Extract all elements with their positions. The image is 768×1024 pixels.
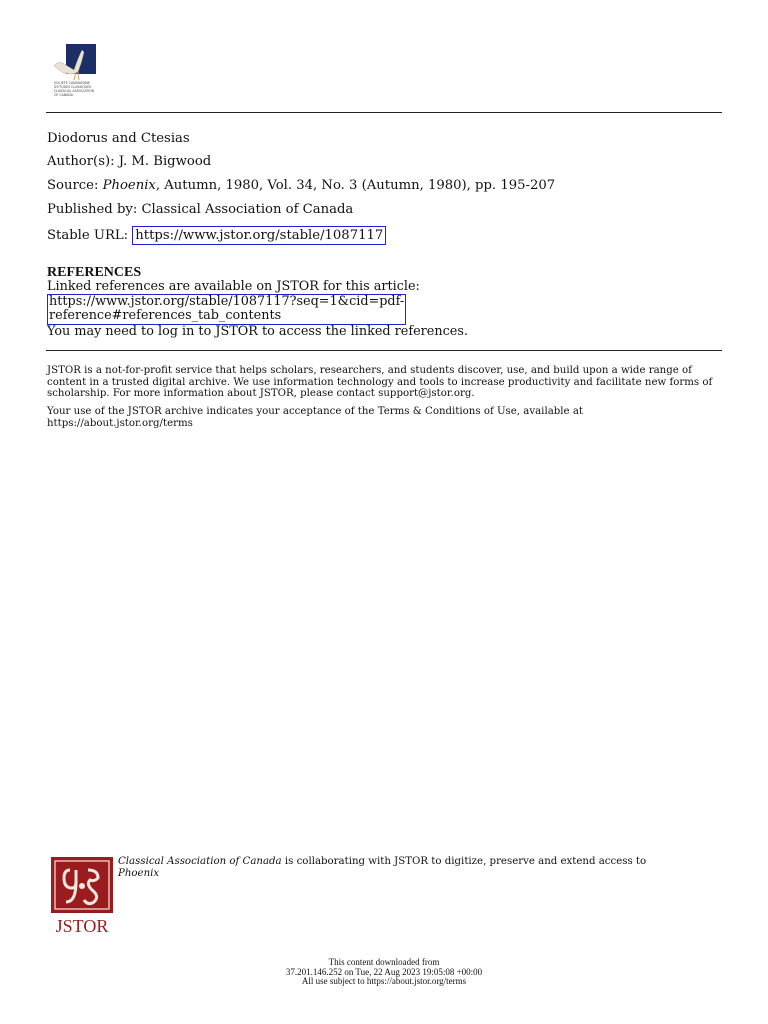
logo-caption-4: OF CANADA [54, 93, 73, 97]
references-link-line-1: https://www.jstor.org/stable/1087117?seq=1&cid=pdf- [49, 294, 405, 310]
jstor-logo [50, 856, 114, 936]
footer-line-2: 37.201.146.252 on Tue, 22 Aug 2023 19:05:08 +00:00 [285, 966, 483, 977]
article-source [47, 177, 555, 195]
logo-caption-2: D'ETUDES CLASSIQUES [54, 85, 92, 89]
references-intro: Linked references are available on JSTOR for this article: [47, 279, 420, 294]
source-journal: Phoenix [102, 178, 156, 193]
article-title: Diodorus and Ctesias [47, 131, 190, 146]
jstor-wordmark: JSTOR [55, 916, 109, 936]
logo-caption-1: SOCIETE CANADIENNE [54, 81, 90, 85]
collab-text: is collaborating with JSTOR to digitize, preserve and extend access to [281, 856, 647, 867]
association-logo [48, 42, 126, 102]
terms-notice: Your use of the JSTOR archive indicates your acceptance of the Terms & Conditions of Use, available at https://about.jstor.org/terms [47, 406, 583, 429]
article-publisher: Published by: Classical Association of Canada [47, 202, 354, 217]
stable-url-label: Stable URL: [47, 228, 133, 243]
footer-line-3: All use subject to https://about.jstor.org/terms [301, 976, 467, 986]
divider-top [46, 112, 722, 113]
jstor-notice: JSTOR is a not-for-profit service that helps scholars, researchers, and students discover, use, and build upon a wide range of content in a trusted digital archive. We use information technology and tools to increase productivity and facilitate new forms of scholarship. For more information about JSTOR, please contact support@jstor.org. [47, 365, 713, 400]
collab-journal: Phoenix [118, 867, 160, 879]
references-heading: REFERENCES [47, 265, 142, 280]
stable-url-line [47, 227, 386, 245]
collab-org: Classical Association of Canada [118, 856, 282, 867]
stable-url-link[interactable]: https://www.jstor.org/stable/1087117 [132, 226, 386, 245]
download-footer [0, 958, 768, 987]
collaboration-note [118, 856, 678, 879]
bird-emblem-icon [48, 42, 126, 102]
source-details: , Autumn, 1980, Vol. 34, No. 3 (Autumn, 1980), pp. 195-207 [155, 178, 556, 193]
references-link[interactable] [47, 294, 406, 324]
divider-middle [46, 350, 722, 351]
references-body [47, 280, 468, 339]
references-link-line-2: reference#references_tab_contents [49, 308, 282, 324]
article-authors: Author(s): J. M. Bigwood [47, 154, 212, 169]
source-prefix: Source: [47, 178, 103, 193]
references-login-note: You may need to log in to JSTOR to access the linked references. [47, 323, 468, 339]
logo-caption-3: CLASSICAL ASSOCIATION [54, 89, 95, 93]
jstor-seal-icon [50, 856, 114, 936]
footer-line-1: This content downloaded from [328, 957, 440, 967]
